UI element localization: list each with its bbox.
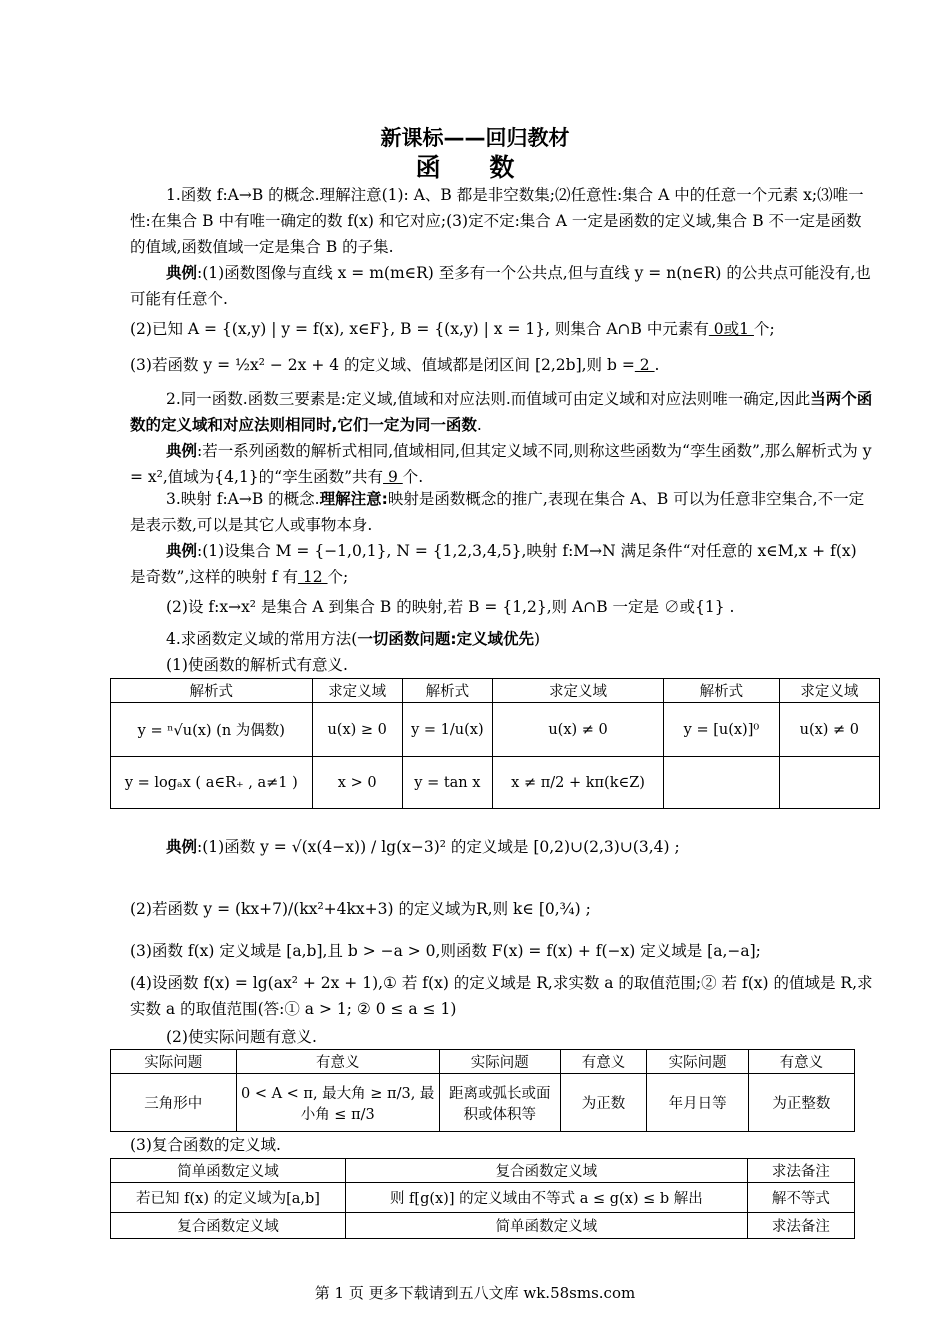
table-header: 求定义域: [492, 679, 663, 703]
table-header: 求定义域: [779, 679, 879, 703]
example-4d: (4)设函数 f(x) = lg(ax² + 2x + 1),① 若 f(x) 的定义域是 R,求实数 a 的取值范围;② 若 f(x) 的值域是 R,求实数 a 的取值范围(答:① a > 1; ② 0 ≤ a ≤ 1): [130, 974, 873, 1018]
table-header: 复合函数定义域: [345, 1159, 747, 1183]
example-1a: 典例:(1)函数图像与直线 x = m(m∈R) 至多有一个公共点,但与直线 y = n(n∈R) 的公共点可能没有,也可能有任意个.: [130, 264, 871, 308]
paragraph-2: 2.同一函数.函数三要素是:定义域,值域和对应法则.而值域可由定义域和对应法则唯一确定,因此当两个函数的定义域和对应法则相同时,它们一定为同一函数.: [130, 390, 873, 434]
table-cell: 为正整数: [748, 1074, 854, 1132]
subheading-4-1: (1)使函数的解析式有意义.: [166, 656, 348, 674]
domain-table-1: [110, 678, 880, 809]
table-cell: y = ⁿ√u(x) (n 为偶数): [111, 703, 313, 757]
table-cell: u(x) ≠ 0: [492, 703, 663, 757]
table-cell: y = logₐx ( a∈R₊ , a≠1 ): [111, 757, 313, 809]
table-cell: 三角形中: [111, 1074, 237, 1132]
example-3a: 典例:(1)设集合 M = {−1,0,1}, N = {1,2,3,4,5},映射 f:M→N 满足条件“对任意的 x∈M,x + f(x) 是奇数”,这样的映射 f 有 12 个;: [130, 542, 857, 586]
table-header: 实际问题: [439, 1050, 560, 1074]
section-2: [130, 386, 875, 490]
table-cell: 为正数: [560, 1074, 647, 1132]
table-cell: 年月日等: [647, 1074, 748, 1132]
table-cell: y = 1/u(x): [402, 703, 492, 757]
table-header: 求法备注: [747, 1159, 854, 1183]
page-subtitle: 函 数: [415, 153, 535, 182]
table-header: 实际问题: [647, 1050, 748, 1074]
table-cell: 解不等式: [747, 1183, 854, 1213]
example-4c: (3)函数 f(x) 定义域是 [a,b],且 b > −a > 0,则函数 F(x) = f(x) + f(−x) 定义域是 [a,−a];: [130, 942, 761, 960]
example-1b: (2)已知 A = {(x,y) | y = f(x), x∈F}, B = {(x,y) | x = 1}, 则集合 A∩B 中元素有 0或1 个;: [130, 320, 775, 338]
table-cell: u(x) ≥ 0: [312, 703, 402, 757]
table-header: 解析式: [111, 679, 313, 703]
table-header: 简单函数定义域: [345, 1213, 747, 1239]
table-header: 简单函数定义域: [111, 1159, 346, 1183]
example-4a: 典例:(1)函数 y = √(x(4−x)) / lg(x−3)² 的定义域是 [0,2)∪(2,3)∪(3,4) ;: [166, 838, 680, 856]
section-3: [130, 486, 875, 620]
page-footer: 第 1 页 更多下载请到五八文库 wk.58sms.com: [314, 1284, 636, 1302]
domain-table-3: [110, 1158, 855, 1239]
table-header: 有意义: [236, 1050, 439, 1074]
table-cell: u(x) ≠ 0: [779, 703, 879, 757]
paragraph-1: 1.函数 f:A→B 的概念.理解注意(1): A、B 都是非空数集;⑵任意性:集合 A 中的任意一个元素 x;⑶唯一性:在集合 B 中有唯一确定的数 f(x) 和它对应;(3)定不定:集合 A 一定是函数的定义域,集合 B 不一定是函数的值域,函数值域一定是集合 B 的子集.: [130, 186, 864, 256]
table-cell: 则 f[g(x)] 的定义域由不等式 a ≤ g(x) ≤ b 解出: [345, 1183, 747, 1213]
paragraph-3: 3.映射 f:A→B 的概念.理解注意:映射是函数概念的推广,表现在集合 A、B 可以为任意非空集合,不一定是表示数,可以是其它人或事物本身.: [130, 490, 865, 534]
table-header: 解析式: [402, 679, 492, 703]
table-cell: [664, 757, 780, 809]
table-cell: 0 < A < π, 最大角 ≥ π/3, 最小角 ≤ π/3: [236, 1074, 439, 1132]
table-header: 求定义域: [312, 679, 402, 703]
example-4b: (2)若函数 y = (kx+7)/(kx²+4kx+3) 的定义域为R,则 k∈ [0,¾) ;: [130, 900, 591, 918]
table-cell: [779, 757, 879, 809]
table-cell: 距离或弧长或面积或体积等: [439, 1074, 560, 1132]
example-3b: (2)设 f:x→x² 是集合 A 到集合 B 的映射,若 B = {1,2},则 A∩B 一定是 ∅或{1} .: [166, 598, 735, 616]
table-header: 实际问题: [111, 1050, 237, 1074]
paragraph-4: 4.求函数定义域的常用方法(一切函数问题:定义域优先): [166, 630, 541, 648]
subheading-4-2: (2)使实际问题有意义.: [166, 1028, 317, 1046]
table-header: 复合函数定义域: [111, 1213, 346, 1239]
example-1c: (3)若函数 y = ½x² − 2x + 4 的定义域、值域都是闭区间 [2,2b],则 b = 2 .: [130, 356, 660, 374]
table-header: 有意义: [748, 1050, 854, 1074]
table-cell: x > 0: [312, 757, 402, 809]
subheading-4-3: (3)复合函数的定义域.: [130, 1136, 281, 1154]
table-cell: 若已知 f(x) 的定义域为[a,b]: [111, 1183, 346, 1213]
domain-table-2: [110, 1049, 855, 1132]
table-header: 解析式: [664, 679, 780, 703]
page-title: 新课标——回归教材: [380, 126, 570, 150]
example-2: 典例:若一系列函数的解析式相同,值域相同,但其定义域不同,则称这些函数为“孪生函数”,那么解析式为 y = x²,值域为{4,1}的“孪生函数”共有 9 个.: [130, 442, 872, 486]
table-cell: y = [u(x)]⁰: [664, 703, 780, 757]
table-cell: y = tan x: [402, 757, 492, 809]
table-header: 求法备注: [747, 1213, 854, 1239]
table-cell: x ≠ π/2 + kπ(k∈Z): [492, 757, 663, 809]
table-header: 有意义: [560, 1050, 647, 1074]
section-1: [130, 182, 875, 378]
